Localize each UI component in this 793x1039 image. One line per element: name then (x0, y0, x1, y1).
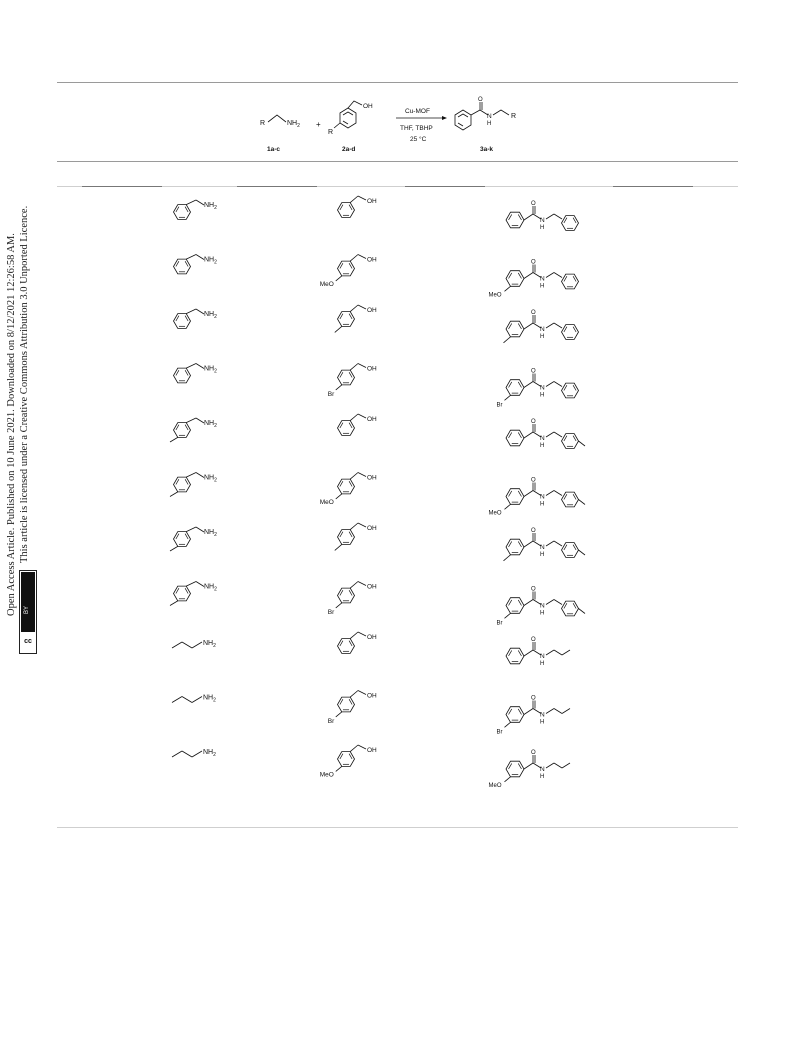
amide-h: H (540, 334, 545, 340)
alcohol-reactant (334, 101, 362, 128)
alcohol-structure (338, 632, 378, 653)
bromo-label: Br (327, 717, 335, 725)
amide-h: H (540, 501, 545, 508)
product-structure (506, 201, 579, 231)
alcohol-structure (320, 255, 377, 288)
alcohol-structure (335, 523, 377, 550)
oh-label: OH (367, 307, 377, 314)
carbonyl-o: O (531, 586, 536, 593)
amine-reactant (268, 115, 286, 122)
nh2-label: $NH_2$ (287, 120, 300, 129)
bromo-label: Br (496, 402, 503, 409)
nh2-label: $NH_2$ (204, 202, 217, 211)
amide-n: N (540, 217, 545, 224)
amine-structure (174, 364, 218, 383)
amine-structure (174, 309, 218, 328)
nh2-label: $NH_2$ (204, 583, 217, 593)
header-segment (405, 186, 485, 187)
alcohol-structure (320, 745, 377, 778)
plus-sign: + (316, 120, 321, 129)
amine-compound-label: 1a-c (267, 146, 281, 153)
amide-h: H (540, 443, 545, 449)
amide-n: N (540, 493, 545, 501)
carbonyl-o: O (531, 419, 536, 425)
nh2-label: $NH_2$ (204, 365, 217, 375)
amide-n: N (540, 275, 545, 283)
carbonyl-o: O (531, 201, 536, 207)
carbonyl-o: O (531, 310, 536, 316)
amide-h: H (540, 392, 545, 399)
bromo-label: Br (327, 608, 335, 616)
oh-label: OH (363, 103, 373, 110)
methoxy-label: MeO (488, 292, 502, 299)
amine-structure (170, 582, 217, 606)
carbonyl-o: O (531, 368, 536, 375)
cc-by-badge (19, 570, 37, 654)
alcohol-structure (335, 305, 377, 332)
amide-h: H (540, 283, 545, 290)
oh-label: OH (367, 692, 377, 700)
product-structure (497, 696, 571, 736)
amide-n: N (540, 653, 545, 660)
methoxy-label: MeO (488, 510, 502, 517)
arrow-head (442, 116, 447, 120)
oh-label: OH (367, 416, 377, 423)
amine-structure (172, 695, 216, 704)
carbonyl-o: O (531, 259, 536, 266)
amide-h: H (540, 610, 545, 617)
oh-label: OH (367, 525, 377, 532)
bromo-label: Br (327, 390, 335, 398)
table-bottom-rule (57, 827, 738, 828)
oh-label: OH (367, 365, 377, 373)
nh2-label: $NH_2$ (203, 694, 216, 704)
methoxy-label: MeO (319, 771, 334, 779)
catalyst-label: Cu-MOF (405, 108, 430, 115)
oh-label: OH (367, 583, 377, 591)
scheme-bottom-rule (57, 161, 738, 162)
product-structure (489, 750, 571, 789)
product-structure (506, 637, 570, 667)
amine-structure (174, 200, 218, 219)
amide-n: N (540, 326, 545, 333)
carbonyl-o: O (531, 750, 536, 756)
alcohol-structure (328, 364, 377, 398)
alcohol-structure (338, 196, 378, 217)
amine-structure (174, 255, 218, 274)
substrate-table (0, 190, 793, 810)
oh-label: OH (367, 634, 377, 641)
licence-notice: This article is licensed under a Creative Commons Attribution 3.0 Unported Licence. (19, 205, 30, 563)
alcohol-structure (328, 582, 377, 616)
amine-structure (170, 527, 217, 551)
amide-h: H (540, 661, 545, 667)
cc-badge-dark (21, 572, 35, 632)
nh2-label: $NH_2$ (204, 474, 217, 484)
nh2-label: $NH_2$ (204, 420, 217, 429)
amide-h: H (540, 225, 545, 231)
carbonyl-o: O (531, 637, 536, 643)
nh2-label: $NH_2$ (203, 640, 216, 649)
product-structure (497, 369, 579, 409)
temperature-label: 25 °C (410, 136, 427, 143)
product-structure (504, 528, 586, 561)
oh-label: OH (367, 747, 377, 754)
methoxy-label: MeO (488, 782, 502, 789)
amine-structure (170, 418, 217, 442)
carbonyl-o: O (531, 528, 536, 534)
r-group-label: R (511, 113, 517, 120)
r-group-label: R (260, 120, 266, 127)
by-label: BY (24, 605, 31, 615)
nh2-label: $NH_2$ (204, 256, 217, 266)
header-segment (237, 186, 317, 187)
nh2-label: $NH_2$ (204, 529, 217, 538)
carbonyl-o: O (531, 695, 536, 702)
amide-h: H (540, 719, 545, 726)
carbonyl-o: O (531, 477, 536, 484)
open-access-notice: Open Access Article. Published on 10 June 2021. Downloaded on 8/12/2021 12:26:58 AM. (6, 233, 17, 616)
table-top-rule (57, 82, 738, 83)
amine-structure (170, 473, 217, 497)
oh-label: OH (367, 198, 377, 205)
amine-structure (172, 749, 216, 758)
amide-h: H (540, 774, 545, 780)
product-structure (497, 587, 586, 627)
r-group-label: R (328, 129, 334, 136)
amide-n: N (540, 711, 545, 719)
alcohol-structure (320, 473, 377, 506)
product-structure (506, 419, 585, 449)
nh2-label: $NH_2$ (204, 311, 217, 320)
amide-h: H (487, 121, 492, 127)
bromo-label: Br (496, 620, 503, 627)
oh-label: OH (367, 256, 377, 264)
amide-product (455, 102, 509, 130)
amide-n: N (540, 602, 545, 610)
oh-label: OH (367, 474, 377, 482)
reaction-scheme (250, 95, 550, 160)
methoxy-label: MeO (319, 498, 334, 506)
nh2-label: $NH_2$ (203, 749, 216, 758)
header-segment (82, 186, 162, 187)
header-segment (613, 186, 693, 187)
product-structure (489, 260, 579, 299)
amide-n: N (540, 384, 545, 392)
carbonyl-o: O (478, 97, 483, 103)
product-structure (504, 310, 579, 343)
amide-n: N (540, 766, 545, 773)
alcohol-structure (328, 691, 377, 725)
amide-n: N (540, 435, 545, 442)
methoxy-label: MeO (319, 280, 334, 288)
amine-structure (172, 640, 216, 649)
alcohol-compound-label: 2a-d (342, 146, 356, 153)
amide-h: H (540, 552, 545, 558)
product-structure (489, 478, 586, 517)
product-compound-label: 3a-k (480, 146, 494, 153)
alcohol-structure (338, 414, 378, 435)
reagents-label: THF, TBHP (400, 125, 433, 132)
amide-n: N (540, 544, 545, 551)
cc-label: cc (24, 638, 32, 645)
access-sidebar (0, 0, 70, 670)
amide-n: N (487, 113, 492, 120)
bromo-label: Br (496, 729, 503, 736)
